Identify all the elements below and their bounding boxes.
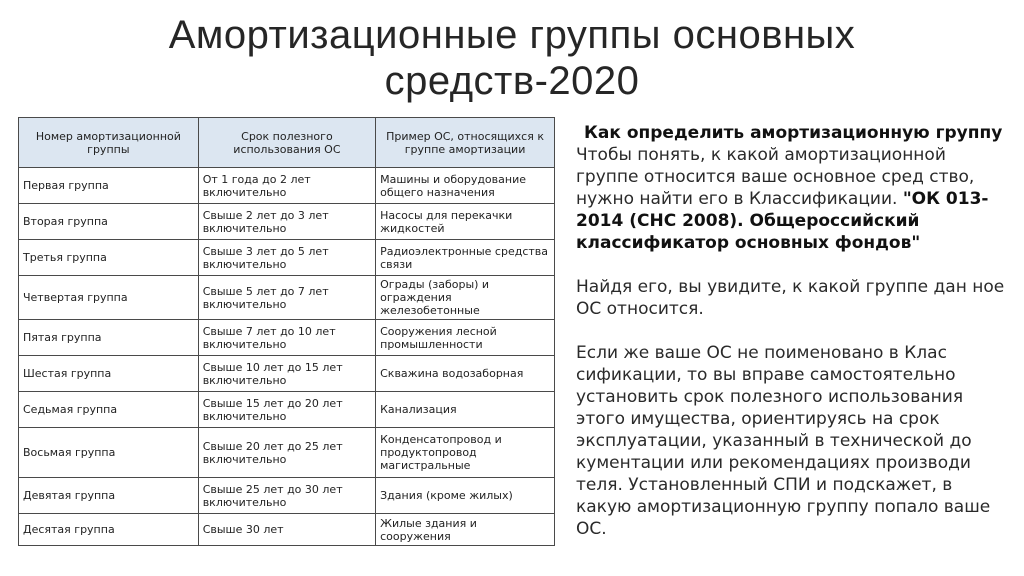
group-cell: Четвертая группа	[19, 276, 199, 320]
example-cell: Радиоэлектронные средства связи	[376, 240, 555, 276]
title-line-1: Амортизационные группы основных	[168, 13, 856, 57]
group-cell: Десятая группа	[19, 514, 199, 546]
group-cell: Седьмая группа	[19, 392, 199, 428]
group-cell: Вторая группа	[19, 204, 199, 240]
useful-life-cell: Свыше 25 лет до 30 лет включительно	[198, 478, 375, 514]
useful-life-cell: Свыше 10 лет до 15 лет включительно	[198, 356, 375, 392]
example-cell: Сооружения лесной промышленности	[376, 320, 555, 356]
example-cell: Скважина водозаборная	[376, 356, 555, 392]
group-cell: Девятая группа	[19, 478, 199, 514]
header-useful-life: Срок полезного использования ОС	[198, 118, 375, 168]
table-row	[19, 240, 555, 276]
table-row	[19, 478, 555, 514]
useful-life-cell: От 1 года до 2 лет включительно	[198, 168, 375, 204]
table-row	[19, 168, 555, 204]
panel-paragraph-1-lead: Чтобы понять, к какой амортизационной группе относится ваше основное сред ство, нужно найти его в Классификации.	[576, 145, 975, 209]
example-cell: Жилые здания и сооружения	[376, 514, 555, 546]
useful-life-cell: Свыше 2 лет до 3 лет включительно	[198, 204, 375, 240]
useful-life-cell: Свыше 15 лет до 20 лет включительно	[198, 392, 375, 428]
table-row	[19, 428, 555, 478]
useful-life-cell: Свыше 5 лет до 7 лет включительно	[198, 276, 375, 320]
panel-heading: Как определить амортизационную группу	[584, 123, 1003, 143]
table-row	[19, 204, 555, 240]
example-cell: Канализация	[376, 392, 555, 428]
table-row	[19, 392, 555, 428]
useful-life-cell: Свыше 20 лет до 25 лет включительно	[198, 428, 375, 478]
useful-life-cell: Свыше 30 лет	[198, 514, 375, 546]
group-cell: Шестая группа	[19, 356, 199, 392]
group-cell: Первая группа	[19, 168, 199, 204]
example-cell: Конденсатопровод и продуктопровод магистральные	[376, 428, 555, 478]
group-cell: Третья группа	[19, 240, 199, 276]
title-line-2: средств-2020	[384, 59, 640, 103]
classifier-reference: "ОК 013-2014 (СНС 2008). Общероссийский классификатор основных фондов"	[576, 189, 989, 253]
useful-life-cell: Свыше 3 лет до 5 лет включительно	[198, 240, 375, 276]
panel-paragraph-3: Если же ваше ОС не поименовано в Клас сификации, то вы вправе самостоятельно установить срок полезного использования этого имущества, ориентируясь на срок эксплуатации, указанный в технической до кументации или рекомендациях производи теля. Установленный СПИ и подскажет, в какую амортизационную группу попало ваше ОС.	[576, 343, 991, 539]
table-row	[19, 320, 555, 356]
panel-paragraph-1	[576, 144, 1012, 254]
panel-paragraph-2: Найдя его, вы увидите, к какой группе дан ное ОС относится.	[576, 277, 1005, 319]
example-cell: Насосы для перекачки жидкостей	[376, 204, 555, 240]
group-cell: Пятая группа	[19, 320, 199, 356]
header-group-number: Номер амортизационной группы	[19, 118, 199, 168]
table-row	[19, 276, 555, 320]
slide-title	[0, 12, 1024, 104]
header-example: Пример ОС, относящихся к группе амортизации	[376, 118, 555, 168]
example-cell: Ограды (заборы) и ограждения железобетонные	[376, 276, 555, 320]
table-row	[19, 356, 555, 392]
group-cell: Восьмая группа	[19, 428, 199, 478]
explanation-panel	[576, 122, 1012, 540]
example-cell: Машины и оборудование общего назначения	[376, 168, 555, 204]
useful-life-cell: Свыше 7 лет до 10 лет включительно	[198, 320, 375, 356]
table-row	[19, 514, 555, 546]
example-cell: Здания (кроме жилых)	[376, 478, 555, 514]
table-header-row	[19, 118, 555, 168]
depreciation-groups-table	[18, 117, 555, 546]
